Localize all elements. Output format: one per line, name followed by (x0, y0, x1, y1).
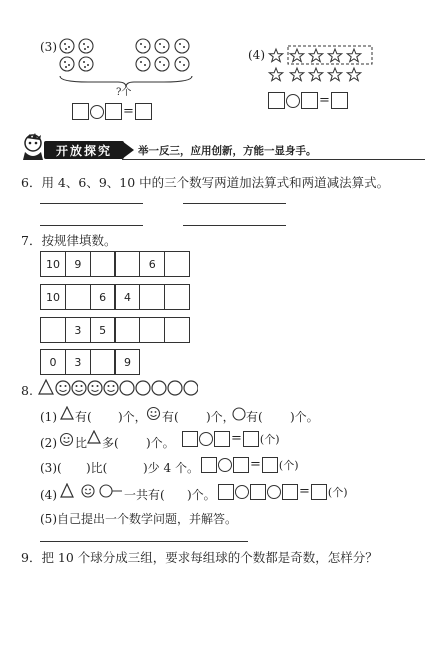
sub-2-label: (2) (40, 436, 57, 450)
sub-1-text: 有( (246, 410, 263, 424)
sequence-cell[interactable] (90, 349, 116, 375)
answer-box[interactable] (182, 431, 198, 447)
sequence-cell[interactable]: 3 (65, 317, 91, 343)
question-7: 7．按规律填数。 (21, 233, 117, 248)
answer-box[interactable] (268, 92, 285, 109)
equals-sign: = (299, 484, 310, 499)
smiley-icon (59, 432, 74, 447)
sequence-row-1 (40, 251, 190, 277)
sequence-cell[interactable]: 5 (90, 317, 116, 343)
sub-1-text: )个， (206, 410, 235, 424)
sequence-cell[interactable]: 6 (139, 251, 165, 277)
operator-circle[interactable] (267, 485, 281, 499)
answer-box[interactable] (214, 431, 230, 447)
question-8: 8. (21, 383, 33, 398)
sequence-cell[interactable] (139, 284, 165, 310)
answer-box[interactable] (282, 484, 298, 500)
sequence-cell[interactable] (164, 317, 190, 343)
equals-sign: = (250, 457, 261, 472)
equation-4 (268, 92, 348, 109)
operator-circle[interactable] (90, 105, 104, 119)
sequence-cell[interactable] (164, 284, 190, 310)
sequence-cell[interactable] (90, 251, 116, 277)
answer-line[interactable] (40, 203, 143, 204)
sub-3-text: (3)( (40, 461, 62, 475)
brace-label: ?个 (116, 87, 132, 98)
equation-8-4 (218, 484, 348, 500)
answer-box[interactable] (250, 484, 266, 500)
answer-box[interactable] (105, 103, 122, 120)
answer-line[interactable] (183, 203, 286, 204)
sub-2-text: )个。 (146, 436, 175, 450)
sub-label-3: (3) (40, 40, 57, 54)
sequence-cell[interactable] (114, 317, 140, 343)
operator-circle[interactable] (218, 458, 232, 472)
answer-box[interactable] (301, 92, 318, 109)
circle-icon (232, 407, 246, 421)
answer-box[interactable] (243, 431, 259, 447)
sequence-cell[interactable]: 0 (40, 349, 66, 375)
shapes-row (38, 378, 198, 398)
balls-group-left (58, 38, 98, 74)
answer-box[interactable] (201, 457, 217, 473)
operator-circle[interactable] (199, 432, 213, 446)
smiley-icon (146, 406, 161, 421)
equation-8-3 (201, 457, 299, 473)
sub-label-4: (4) (248, 48, 265, 62)
sub-2-text: 多( (102, 436, 119, 450)
answer-box[interactable] (311, 484, 327, 500)
answer-box[interactable] (135, 103, 152, 120)
answer-box[interactable] (233, 457, 249, 473)
operator-circle[interactable] (286, 94, 300, 108)
unit-label: (个) (327, 486, 348, 499)
banner-slogan: 举一反三，应用创新，方能一显身手。 (138, 145, 317, 157)
stars-group (264, 44, 376, 86)
equals-sign: = (319, 92, 330, 108)
sequence-row-4 (40, 349, 140, 375)
sub-1-text: 有( (162, 410, 179, 424)
sequence-row-3 (40, 317, 190, 343)
answer-line[interactable] (40, 541, 248, 542)
sequence-cell[interactable]: 9 (65, 251, 91, 277)
answer-box[interactable] (331, 92, 348, 109)
sequence-cell[interactable] (114, 251, 140, 277)
operator-circle[interactable] (235, 485, 249, 499)
equation-8-2 (182, 431, 280, 447)
balls-group-right (134, 38, 194, 74)
sub-2-text: 比 (75, 436, 88, 450)
sequence-cell[interactable] (139, 317, 165, 343)
sub-3-text: )少 4 个。 (143, 461, 199, 475)
triangle-icon (60, 406, 74, 420)
sub-5-text: (5)自己提出一个数学问题，并解答。 (40, 512, 237, 526)
answer-line[interactable] (183, 225, 286, 226)
sequence-cell[interactable]: 9 (114, 349, 140, 375)
equation-3 (72, 103, 152, 120)
banner-rule (122, 159, 425, 160)
sub-4-text: 一共有( (124, 488, 165, 502)
answer-box[interactable] (218, 484, 234, 500)
question-9: 9．把 10 个球分成三组，要求每组球的个数都是奇数，怎样分？ (21, 550, 378, 565)
sequence-cell[interactable]: 3 (65, 349, 91, 375)
sequence-cell[interactable] (65, 284, 91, 310)
sequence-cell[interactable]: 4 (114, 284, 140, 310)
banner-arrow (122, 141, 134, 159)
equals-sign: = (123, 103, 134, 119)
sequence-cell[interactable]: 6 (90, 284, 116, 310)
sequence-cell[interactable] (164, 251, 190, 277)
sequence-row-2 (40, 284, 190, 310)
unit-label: (个) (259, 433, 280, 446)
answer-line[interactable] (40, 225, 143, 226)
sequence-cell[interactable]: 10 (40, 284, 66, 310)
answer-box[interactable] (72, 103, 89, 120)
question-6: 6．用 4、6、9、10 中的三个数写两道加法算式和两道减法算式。 (21, 175, 390, 190)
sub-1-label: (1) (40, 410, 57, 424)
sequence-cell[interactable]: 10 (40, 251, 66, 277)
unit-label: (个) (278, 459, 299, 472)
sub-1-text: )个。 (290, 410, 319, 424)
answer-box[interactable] (262, 457, 278, 473)
sub-4-text: )个。 (187, 488, 216, 502)
triangle-icon (87, 430, 101, 444)
sub-1-text: )个， (118, 410, 147, 424)
shapes-group-icon (60, 483, 124, 499)
sub-1-text: 有( (75, 410, 92, 424)
section-banner: 开放探究 (44, 141, 124, 159)
sequence-cell[interactable] (40, 317, 66, 343)
equals-sign: = (231, 431, 242, 446)
sub-3-text: )比( (86, 461, 108, 475)
sub-4-label: (4) (40, 488, 57, 502)
